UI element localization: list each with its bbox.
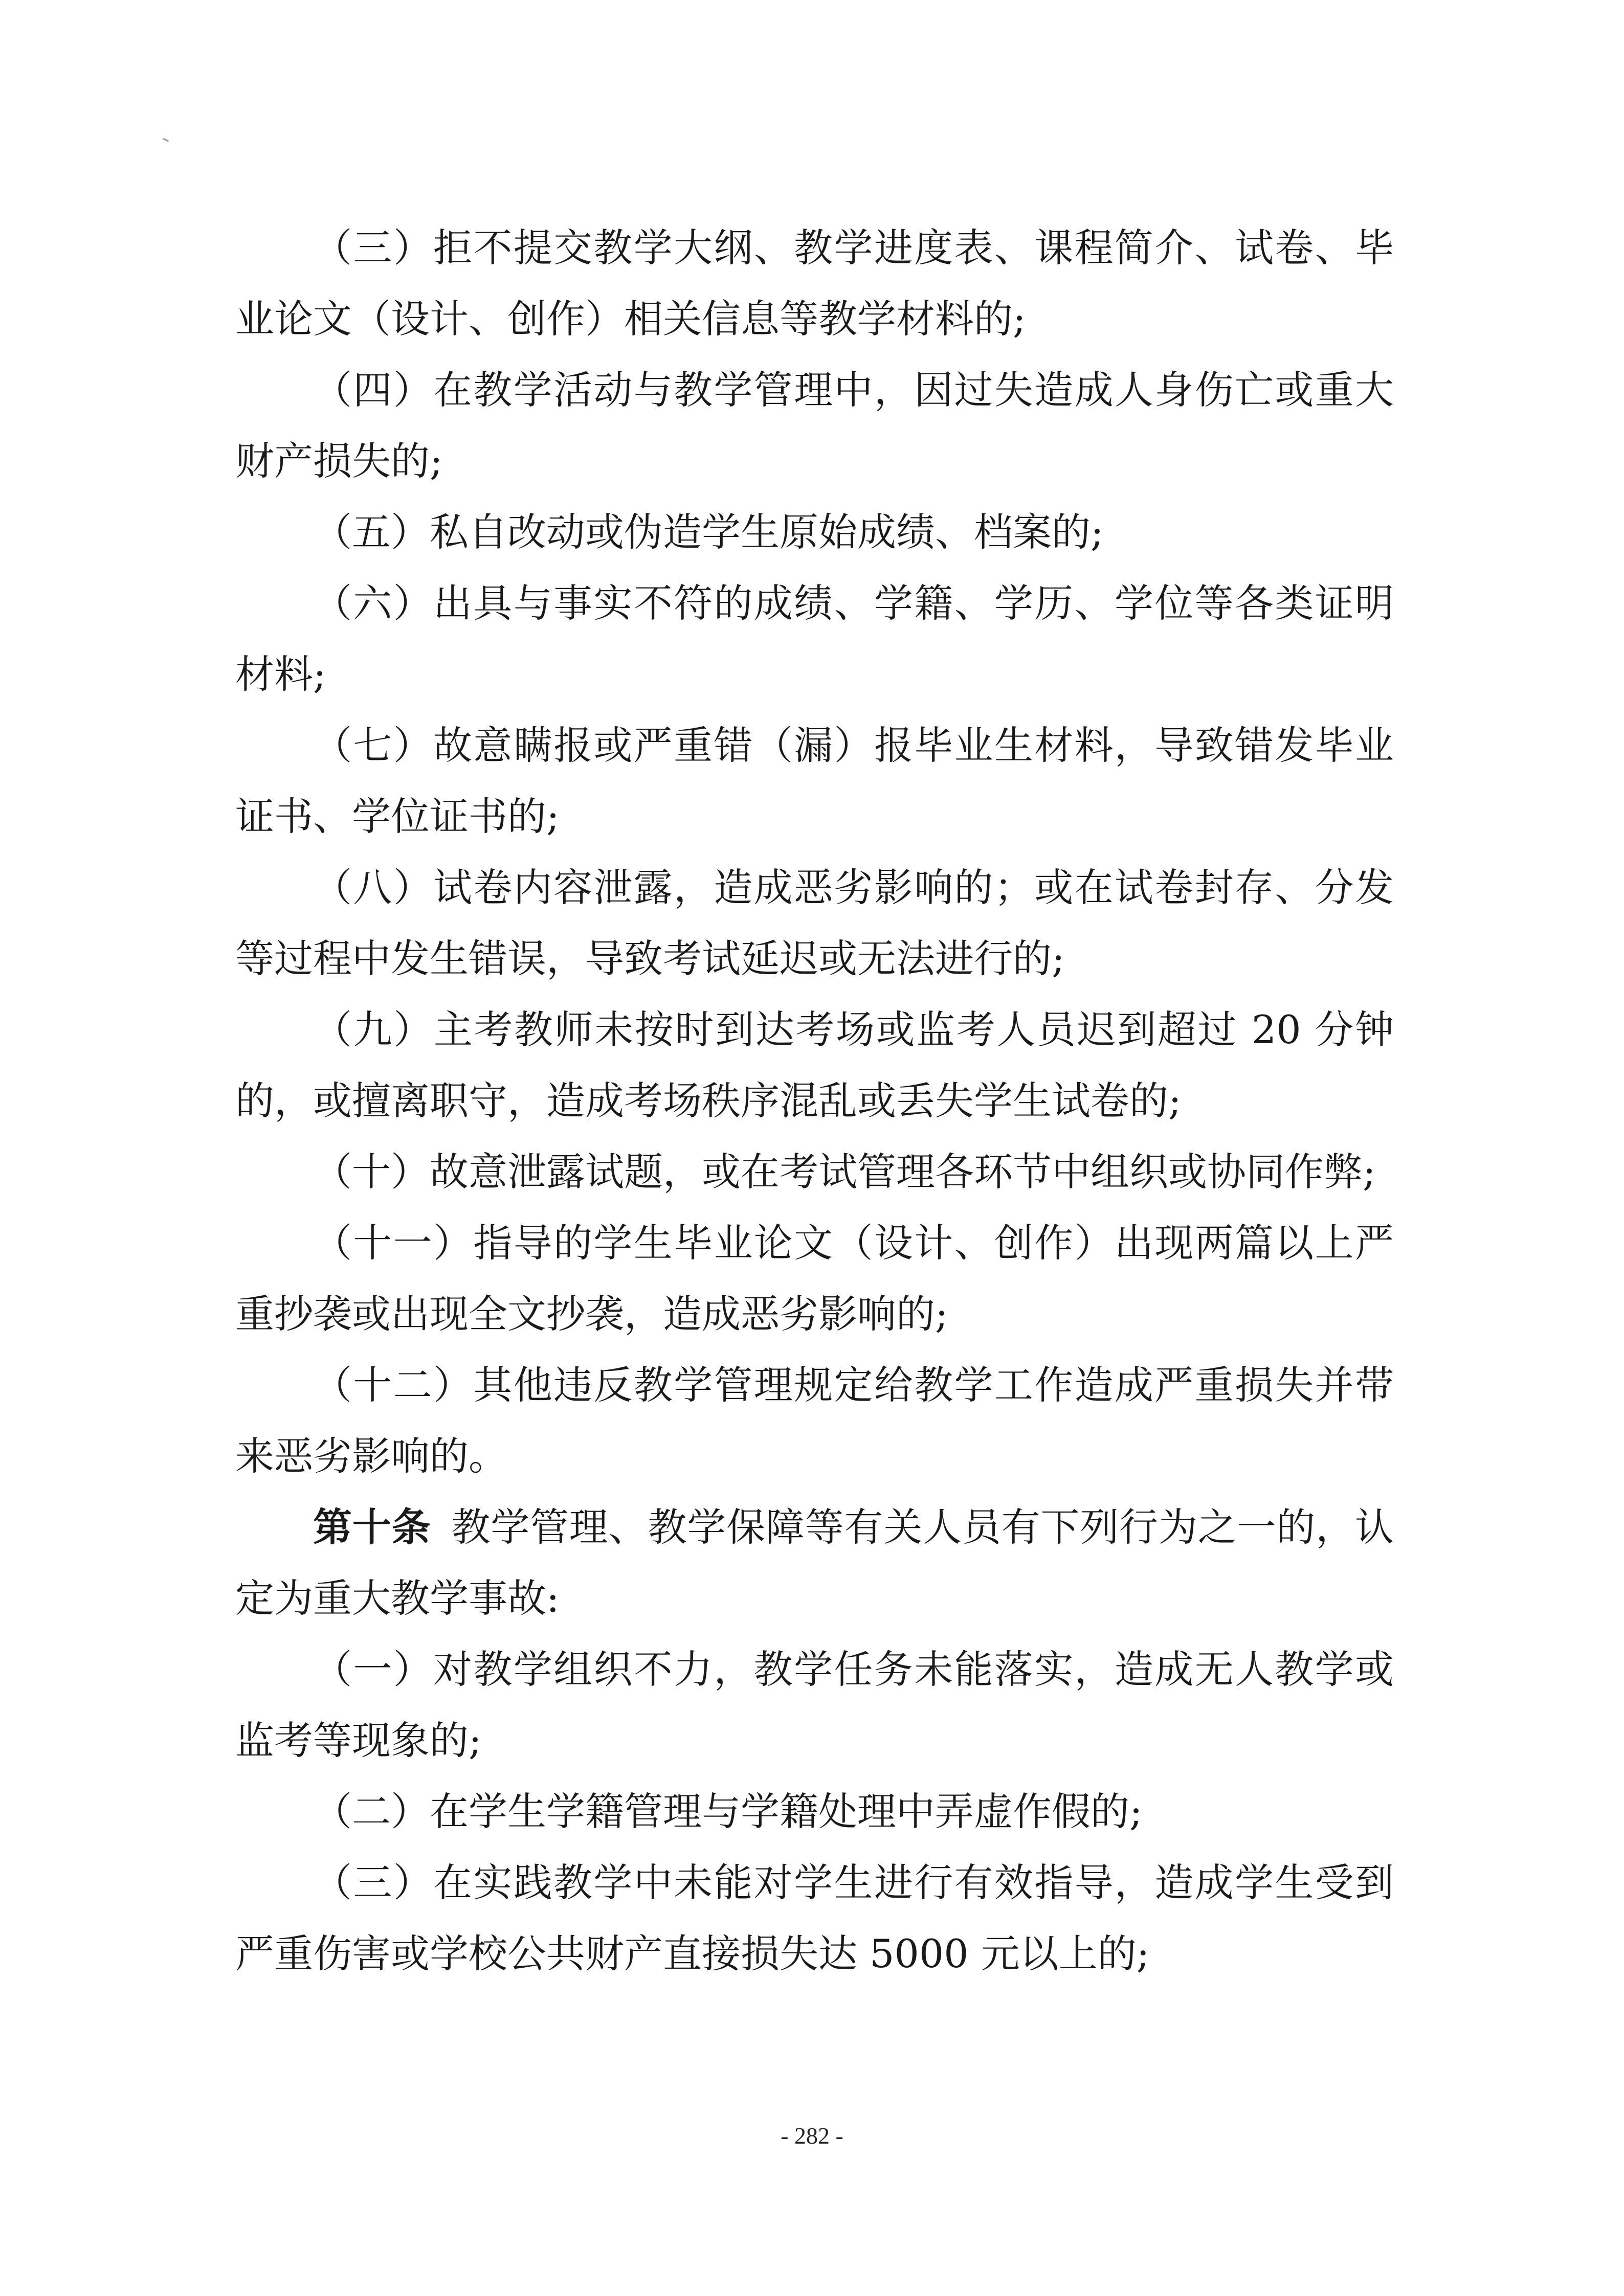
- paragraph-item-2: [235, 1776, 1394, 1847]
- paragraph-item-3b: [235, 1847, 1394, 1989]
- paragraph-item-7: [235, 710, 1394, 852]
- paragraph-text: （十）故意泄露试题，或在考试管理各环节中组织或协同作弊;: [313, 1149, 1376, 1195]
- scan-mark: [163, 138, 169, 142]
- paragraph-text: （十二）其他违反教学管理规定给教学工作造成严重损失并带来恶劣影响的。: [235, 1362, 1394, 1479]
- paragraph-item-8: [235, 852, 1394, 994]
- document-body: [235, 212, 1394, 1989]
- paragraph-item-1: [235, 1634, 1394, 1776]
- paragraph-text: （三）拒不提交教学大纲、教学进度表、课程简介、试卷、毕业论文（设计、创作）相关信息等教学材料的;: [235, 225, 1394, 342]
- paragraph-text: （八）试卷内容泄露，造成恶劣影响的；或在试卷封存、分发等过程中发生错误，导致考试延迟或无法进行的;: [235, 865, 1394, 981]
- paragraph-text: （二）在学生学籍管理与学籍处理中弄虚作假的;: [313, 1789, 1143, 1834]
- paragraph-text: （一）对教学组织不力，教学任务未能落实，造成无人教学或监考等现象的;: [235, 1647, 1394, 1763]
- page-number: - 282 -: [781, 2123, 843, 2149]
- paragraph-item-6: [235, 568, 1394, 710]
- paragraph-item-3: [235, 212, 1394, 354]
- article-text: 教学管理、教学保障等有关人员有下列行为之一的，认定为重大教学事故:: [235, 1504, 1394, 1621]
- paragraph-item-11: [235, 1207, 1394, 1349]
- article-10: [235, 1492, 1394, 1634]
- paragraph-text: （六）出具与事实不符的成绩、学籍、学历、学位等各类证明材料;: [235, 580, 1394, 697]
- paragraph-text: （五）私自改动或伪造学生原始成绩、档案的;: [313, 509, 1104, 555]
- paragraph-item-9: [235, 994, 1394, 1136]
- paragraph-text: （九）主考教师未按时到达考场或监考人员迟到超过 20 分钟的，或擅离职守，造成考场秩序混乱或丢失学生试卷的;: [235, 1007, 1394, 1123]
- paragraph-text: （十一）指导的学生毕业论文（设计、创作）出现两篇以上严重抄袭或出现全文抄袭，造成恶劣影响的;: [235, 1220, 1394, 1337]
- paragraph-text: （三）在实践教学中未能对学生进行有效指导，造成学生受到严重伤害或学校公共财产直接损失达 5000 元以上的;: [235, 1860, 1394, 1976]
- paragraph-text: （四）在教学活动与教学管理中，因过失造成人身伤亡或重大财产损失的;: [235, 367, 1394, 484]
- paragraph-text: （七）故意瞒报或严重错（漏）报毕业生材料，导致错发毕业证书、学位证书的;: [235, 723, 1394, 839]
- paragraph-item-5: [235, 497, 1394, 568]
- paragraph-item-4: [235, 354, 1394, 497]
- paragraph-item-10: [235, 1136, 1394, 1207]
- paragraph-item-12: [235, 1349, 1394, 1492]
- article-heading: 第十条: [313, 1504, 431, 1550]
